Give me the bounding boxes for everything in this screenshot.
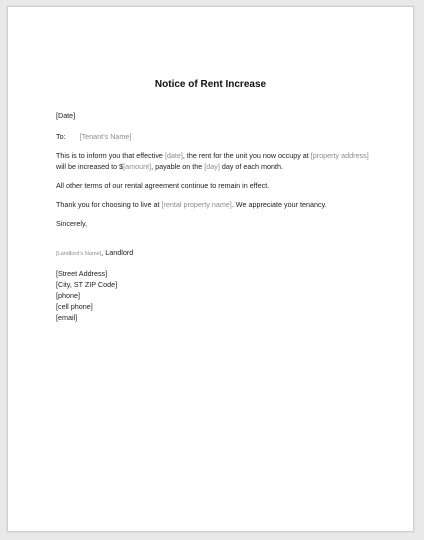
landlord-title: , Landlord <box>101 248 134 257</box>
date-placeholder: [Date] <box>56 111 76 120</box>
notice-text-3: will be increased to $ <box>56 162 124 171</box>
notice-paragraph <box>56 150 378 172</box>
address-line-cell: [cell phone] <box>56 302 93 311</box>
landlord-name-placeholder: [Landlord’s Name] <box>56 251 102 257</box>
closing: Sincerely, <box>56 219 88 228</box>
thanks-text-2: . We appreciate your tenancy. <box>231 200 327 209</box>
address-line-street: [Street Address] <box>56 269 108 278</box>
letter-title: Notice of Rent Increase <box>154 79 267 90</box>
address-line-city: [City, ST ZIP Code] <box>56 280 118 289</box>
thanks-paragraph <box>56 199 327 210</box>
letter-page <box>7 6 414 532</box>
amount-placeholder: [amount] <box>123 162 152 171</box>
rental-property-placeholder: [rental property name] <box>161 200 232 209</box>
notice-text-5: day of each month. <box>219 162 283 171</box>
signature-line <box>56 247 133 260</box>
notice-text-1: This is to inform you that effective <box>56 151 165 160</box>
tenant-name-placeholder: [Tenant’s Name] <box>79 132 132 141</box>
property-address-placeholder: [property address] <box>310 151 369 160</box>
notice-text-4: , payable on the <box>151 162 205 171</box>
terms-paragraph: All other terms of our rental agreement continue to remain in effect. <box>56 181 270 190</box>
address-line-email: [email] <box>56 313 78 322</box>
day-placeholder: [day] <box>204 162 220 171</box>
notice-text-2: , the rent for the unit you now occupy at <box>182 151 311 160</box>
thanks-text-1: Thank you for choosing to live at <box>56 200 162 209</box>
address-line-phone: [phone] <box>56 291 80 300</box>
effective-date-placeholder: [date] <box>164 151 183 160</box>
recipient-line <box>56 131 131 142</box>
to-label: To: <box>56 132 66 141</box>
